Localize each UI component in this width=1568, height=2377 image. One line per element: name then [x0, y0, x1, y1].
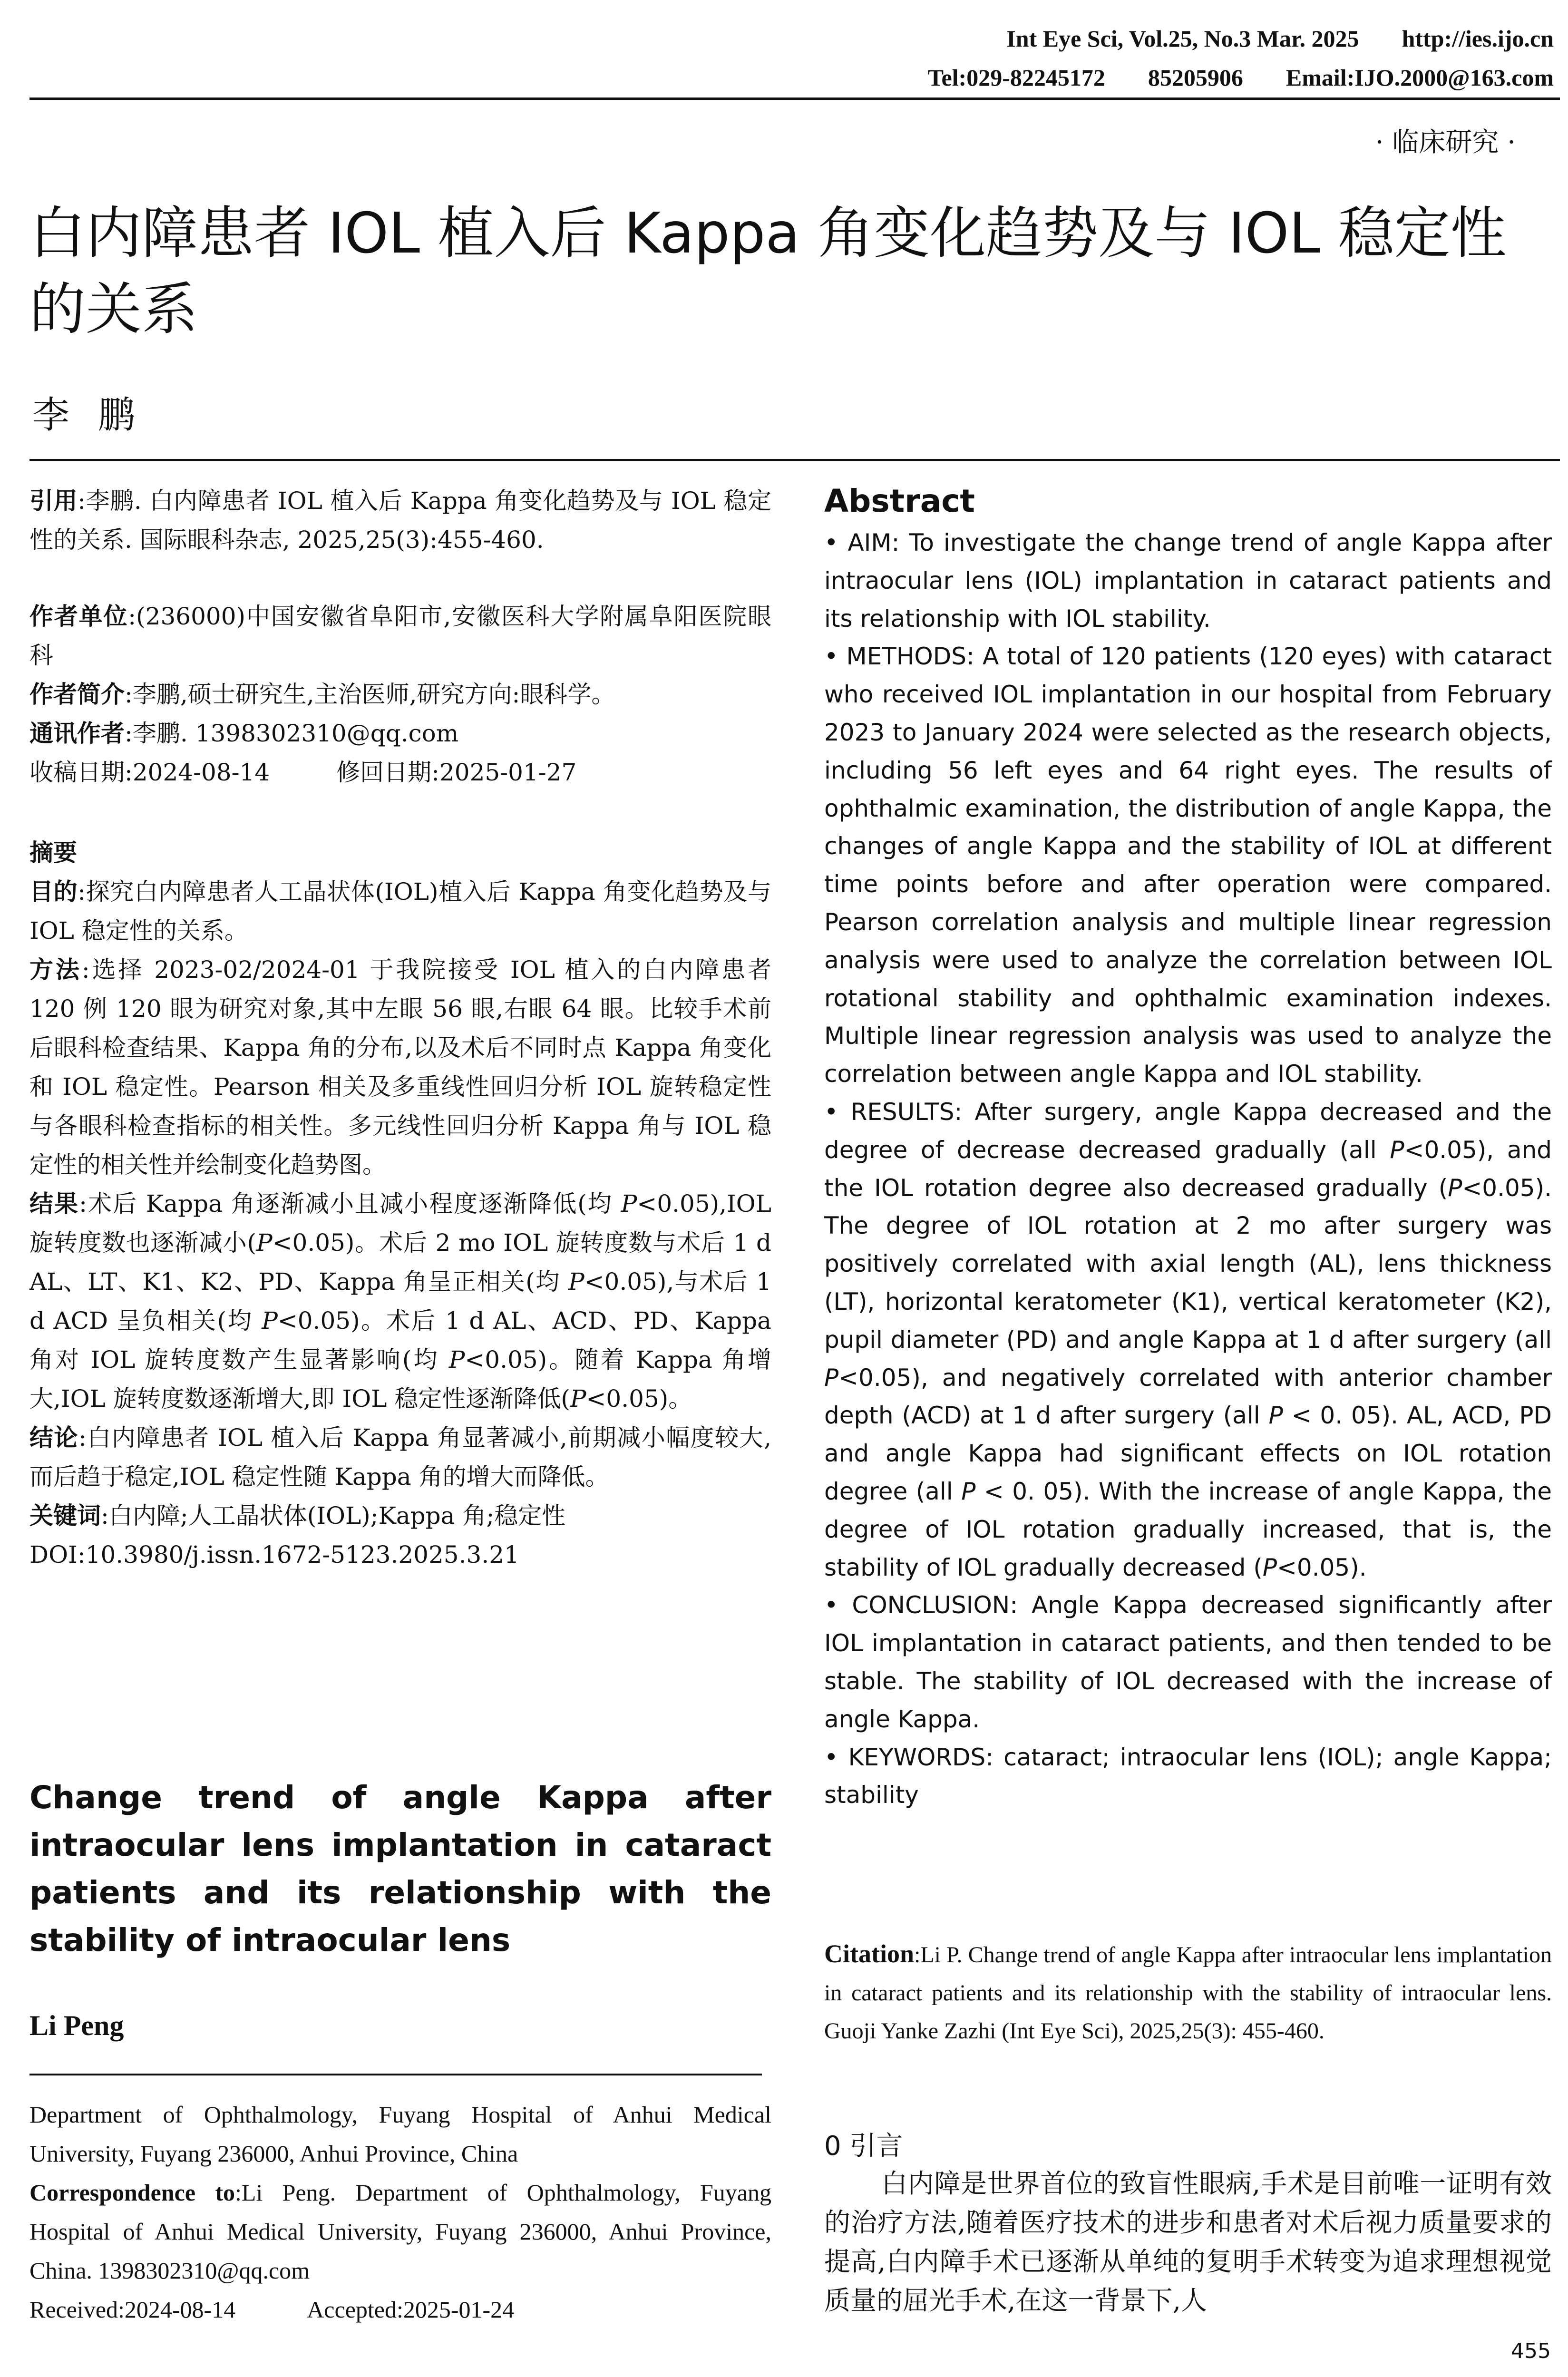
aim-text: : To investigate the change trend of angle Kappa after intraocular lens (IOL) implantation in cataract patients and its relationship with IOL stability. [824, 529, 1552, 633]
aim-label: • AIM [824, 529, 892, 556]
article-title-en: Change trend of angle Kappa after intraocular lens implantation in cataract patients and its relationship with the stability of intraocular lens [29, 1779, 771, 1958]
kw-text: : cataract; intraocular lens (IOL); angle Kappa; stability [824, 1743, 1552, 1809]
aim-cn-label: 目的 [29, 878, 78, 906]
results-text-2: <0.05), and the IOL rotation degree also decreased gradually ( [824, 1136, 1552, 1202]
author-info [29, 597, 771, 792]
citation-en [824, 1935, 1552, 2050]
affiliation-en [29, 2095, 771, 2329]
citation-cn [29, 481, 771, 559]
affil-text: :(236000)中国安徽省阜阳市,安徽医科大学附属阜阳医院眼科 [29, 603, 772, 669]
intro-paragraph: 白内障是世界首位的致盲性眼病,手术是目前唯一证明有效的治疗方法,随着医疗技术的进步和患者对术后视力质量要求的提高,白内障手术已逐渐从单纯的复明手术转变为追求理想视觉质量的屈光手术,在这一背景下,人 [824, 2168, 1552, 2316]
aim-cn-text: :探究白内障患者人工晶状体(IOL)植入后 Kappa 角变化趋势及与 IOL 稳定性的关系。 [29, 878, 772, 945]
abstract-cn-label: 摘要 [29, 839, 77, 867]
journal-url: http://ies.ijo.cn [1402, 25, 1554, 52]
results-text-4: <0.05), and negatively correlated with anterior chamber depth (ACD) at 1 d after surgery (all [824, 1364, 1552, 1430]
p-symbol: P [1262, 1553, 1277, 1581]
results-cn-text-4: <0.05),与术后 1 d ACD 呈负相关(均 [29, 1268, 771, 1335]
methods-text: : A total of 120 patients (120 eyes) with cataract who received IOL implantation in our hospital from February 2023 to January 2024 were selected as the research objects, including 56 left eyes and 64 right eyes. The results of ophthalmic examination, the distribution of angle Kappa, the changes of angle Kappa and the stability of IOL at different time points before and after operation were compared. Pearson correlation analysis and multiple linear regression analysis were used to analyze the correlation between IOL rotational stability and ophthalmic examination indexes. Multiple linear regression analysis was used to analyze the correlation between angle Kappa and IOL stability. [824, 643, 1552, 1088]
p-symbol: P [824, 1364, 839, 1392]
results-cn-text-7: <0.05)。 [586, 1385, 692, 1413]
methods-label: • METHODS [824, 643, 967, 671]
journal-tel2: 85205906 [1148, 64, 1243, 91]
author-name-cn: 李鹏 [32, 394, 164, 437]
intro-body [824, 2164, 1552, 2320]
citation-label: Citation [824, 1939, 914, 1968]
intro-heading: 0 引言 [824, 2131, 903, 2162]
bio-label: 作者简介 [29, 681, 125, 708]
methods-cn-text: :选择 2023-02/2024-01 于我院接受 IOL 植入的白内障患者 120 例 120 眼为研究对象,其中左眼 56 眼,右眼 64 眼。比较手术前后眼科检查结果、Kappa 角的分布,以及术后不同时点 Kappa 角变化和 IOL 稳定性。Pearson 相关及多重线性回归分析 IOL 旋转稳定性与各眼科检查指标的相关性。多元线性回归分析 Kappa 角与 IOL 稳定性的相关性并绘制变化趋势图。 [29, 956, 771, 1179]
p-symbol: P [256, 1229, 273, 1257]
results-text-7: <0.05). [1276, 1553, 1367, 1581]
header-line-1 [885, 19, 1554, 58]
corr-en-text: :Li Peng. Department of Ophthalmology, Fuyang Hospital of Anhui Medical University, Fuyang 236000, Anhui Province, China. 1398302310@qq.com [29, 2179, 771, 2284]
abstract-title: Abstract [824, 483, 975, 519]
cite-text: :李鹏. 白内障患者 IOL 植入后 Kappa 角变化趋势及与 IOL 稳定性的关系. 国际眼科杂志, 2025,25(3):455-460. [29, 487, 772, 554]
results-label: • RESULTS [824, 1098, 954, 1126]
p-symbol: P [1390, 1136, 1404, 1164]
bio-text: :李鹏,硕士研究生,主治医师,研究方向:眼科学。 [125, 681, 615, 708]
cite-label: 引用 [29, 487, 78, 515]
results-cn-text-1: :术后 Kappa 角逐渐减小且减小程度逐渐降低(均 [79, 1190, 621, 1218]
results-cn-text-3: <0.05)。术后 2 mo IOL 旋转度数与术后 1 d AL、LT、K1、K2、PD、Kappa 角呈正相关(均 [29, 1229, 771, 1296]
results-text-6: < 0. 05). With the increase of angle Kappa, the degree of IOL rotation gradually increased, that is, the stability of IOL gradually decreased ( [824, 1477, 1552, 1581]
results-cn-text-5: <0.05)。术后 1 d AL、ACD、PD、Kappa 角对 IOL 旋转度数产生显著影响(均 [29, 1307, 771, 1374]
journal-email: Email:IJO.2000@163.com [1286, 64, 1554, 91]
results-cn-label: 结果 [29, 1190, 79, 1218]
header-line-2 [885, 58, 1554, 97]
received-en: Received:2024-08-14 [29, 2296, 236, 2323]
methods-cn-label: 方法 [29, 956, 82, 984]
p-symbol: P [961, 1477, 976, 1505]
journal-tel: Tel:029-82245172 [927, 64, 1105, 91]
abstract-body [824, 524, 1552, 1814]
citation-text: :Li P. Change trend of angle Kappa after intraocular lens implantation in cataract patients and its relationship with the stability of intraocular lens. Guoji Yanke Zazhi (Int Eye Sci), 2025,25(3): 455-460. [824, 1942, 1552, 2044]
results-text-5: < 0. 05). AL, ACD, PD and angle Kappa had significant effects on IOL rotation degree (all [824, 1402, 1552, 1505]
concl-cn-label: 结论 [29, 1424, 78, 1452]
doi: DOI:10.3980/j.issn.1672-5123.2025.3.21 [29, 1541, 519, 1568]
concl-label: • CONCLUSION [824, 1591, 1010, 1619]
author-rule [29, 2074, 762, 2075]
corr-en-label: Correspondence to [29, 2179, 235, 2206]
title-rule [29, 459, 1560, 461]
p-symbol: P [568, 1268, 584, 1296]
results-cn-text-2: <0.05),IOL 旋转度数也逐渐减小( [29, 1190, 771, 1257]
received-date: 收稿日期:2024-08-14 [29, 759, 270, 786]
dept-en: Department of Ophthalmology, Fuyang Hospital of Anhui Medical University, Fuyang 236000, Anhui Province, China [29, 2101, 771, 2167]
results-cn-text-6: <0.05)。随着 Kappa 角增大,IOL 旋转度数逐渐增大,即 IOL 稳定性逐渐降低( [29, 1346, 771, 1413]
header-rule [29, 97, 1560, 100]
results-text-3: <0.05). The degree of IOL rotation at 2 mo after surgery was positively correlated with axial length (AL), lens thickness (LT), horizontal keratometer (K1), vertical keratometer (K2), pupil diameter (PD) and angle Kappa at 1 d after surgery (all [824, 1174, 1552, 1354]
concl-text: : Angle Kappa decreased significantly after IOL implantation in cataract patients, and then tended to be stable. The stability of IOL decreased with the increase of angle Kappa. [824, 1591, 1552, 1733]
kw-cn-label: 关键词 [29, 1502, 101, 1529]
p-symbol: P [1268, 1402, 1283, 1430]
section-tag: · 临床研究 · [1375, 127, 1516, 158]
revised-date: 修回日期:2025-01-27 [336, 759, 577, 786]
journal-header [885, 19, 1554, 97]
kw-cn-text: :白内障;人工晶状体(IOL);Kappa 角;稳定性 [101, 1502, 566, 1529]
article-title: 白内障患者 IOL 植入后 Kappa 角变化趋势及与 IOL 稳定性的关系 [29, 200, 1507, 342]
accepted-en: Accepted:2025-01-24 [307, 2296, 515, 2323]
kw-label: • KEYWORDS [824, 1743, 986, 1771]
concl-cn-text: :白内障患者 IOL 植入后 Kappa 角显著减小,前期减小幅度较大,而后趋于稳定,IOL 稳定性随 Kappa 角的增大而降低。 [29, 1424, 772, 1490]
corr-label: 通讯作者 [29, 720, 125, 747]
journal-citation: Int Eye Sci, Vol.25, No.3 Mar. 2025 [1006, 25, 1359, 52]
affil-label: 作者单位 [29, 603, 128, 630]
abstract-cn [29, 833, 771, 1574]
p-symbol: P [570, 1385, 586, 1413]
page-number: 455 [1511, 2339, 1551, 2363]
author-name-en: Li Peng [29, 2010, 124, 2041]
results-text-1: : After surgery, angle Kappa decreased and the degree of decrease decreased gradually (all [824, 1098, 1552, 1164]
p-symbol: P [448, 1346, 465, 1374]
p-symbol: P [1448, 1174, 1462, 1202]
corr-text: :李鹏. 1398302310@qq.com [125, 720, 459, 747]
p-symbol: P [621, 1190, 637, 1218]
p-symbol: P [262, 1307, 278, 1335]
